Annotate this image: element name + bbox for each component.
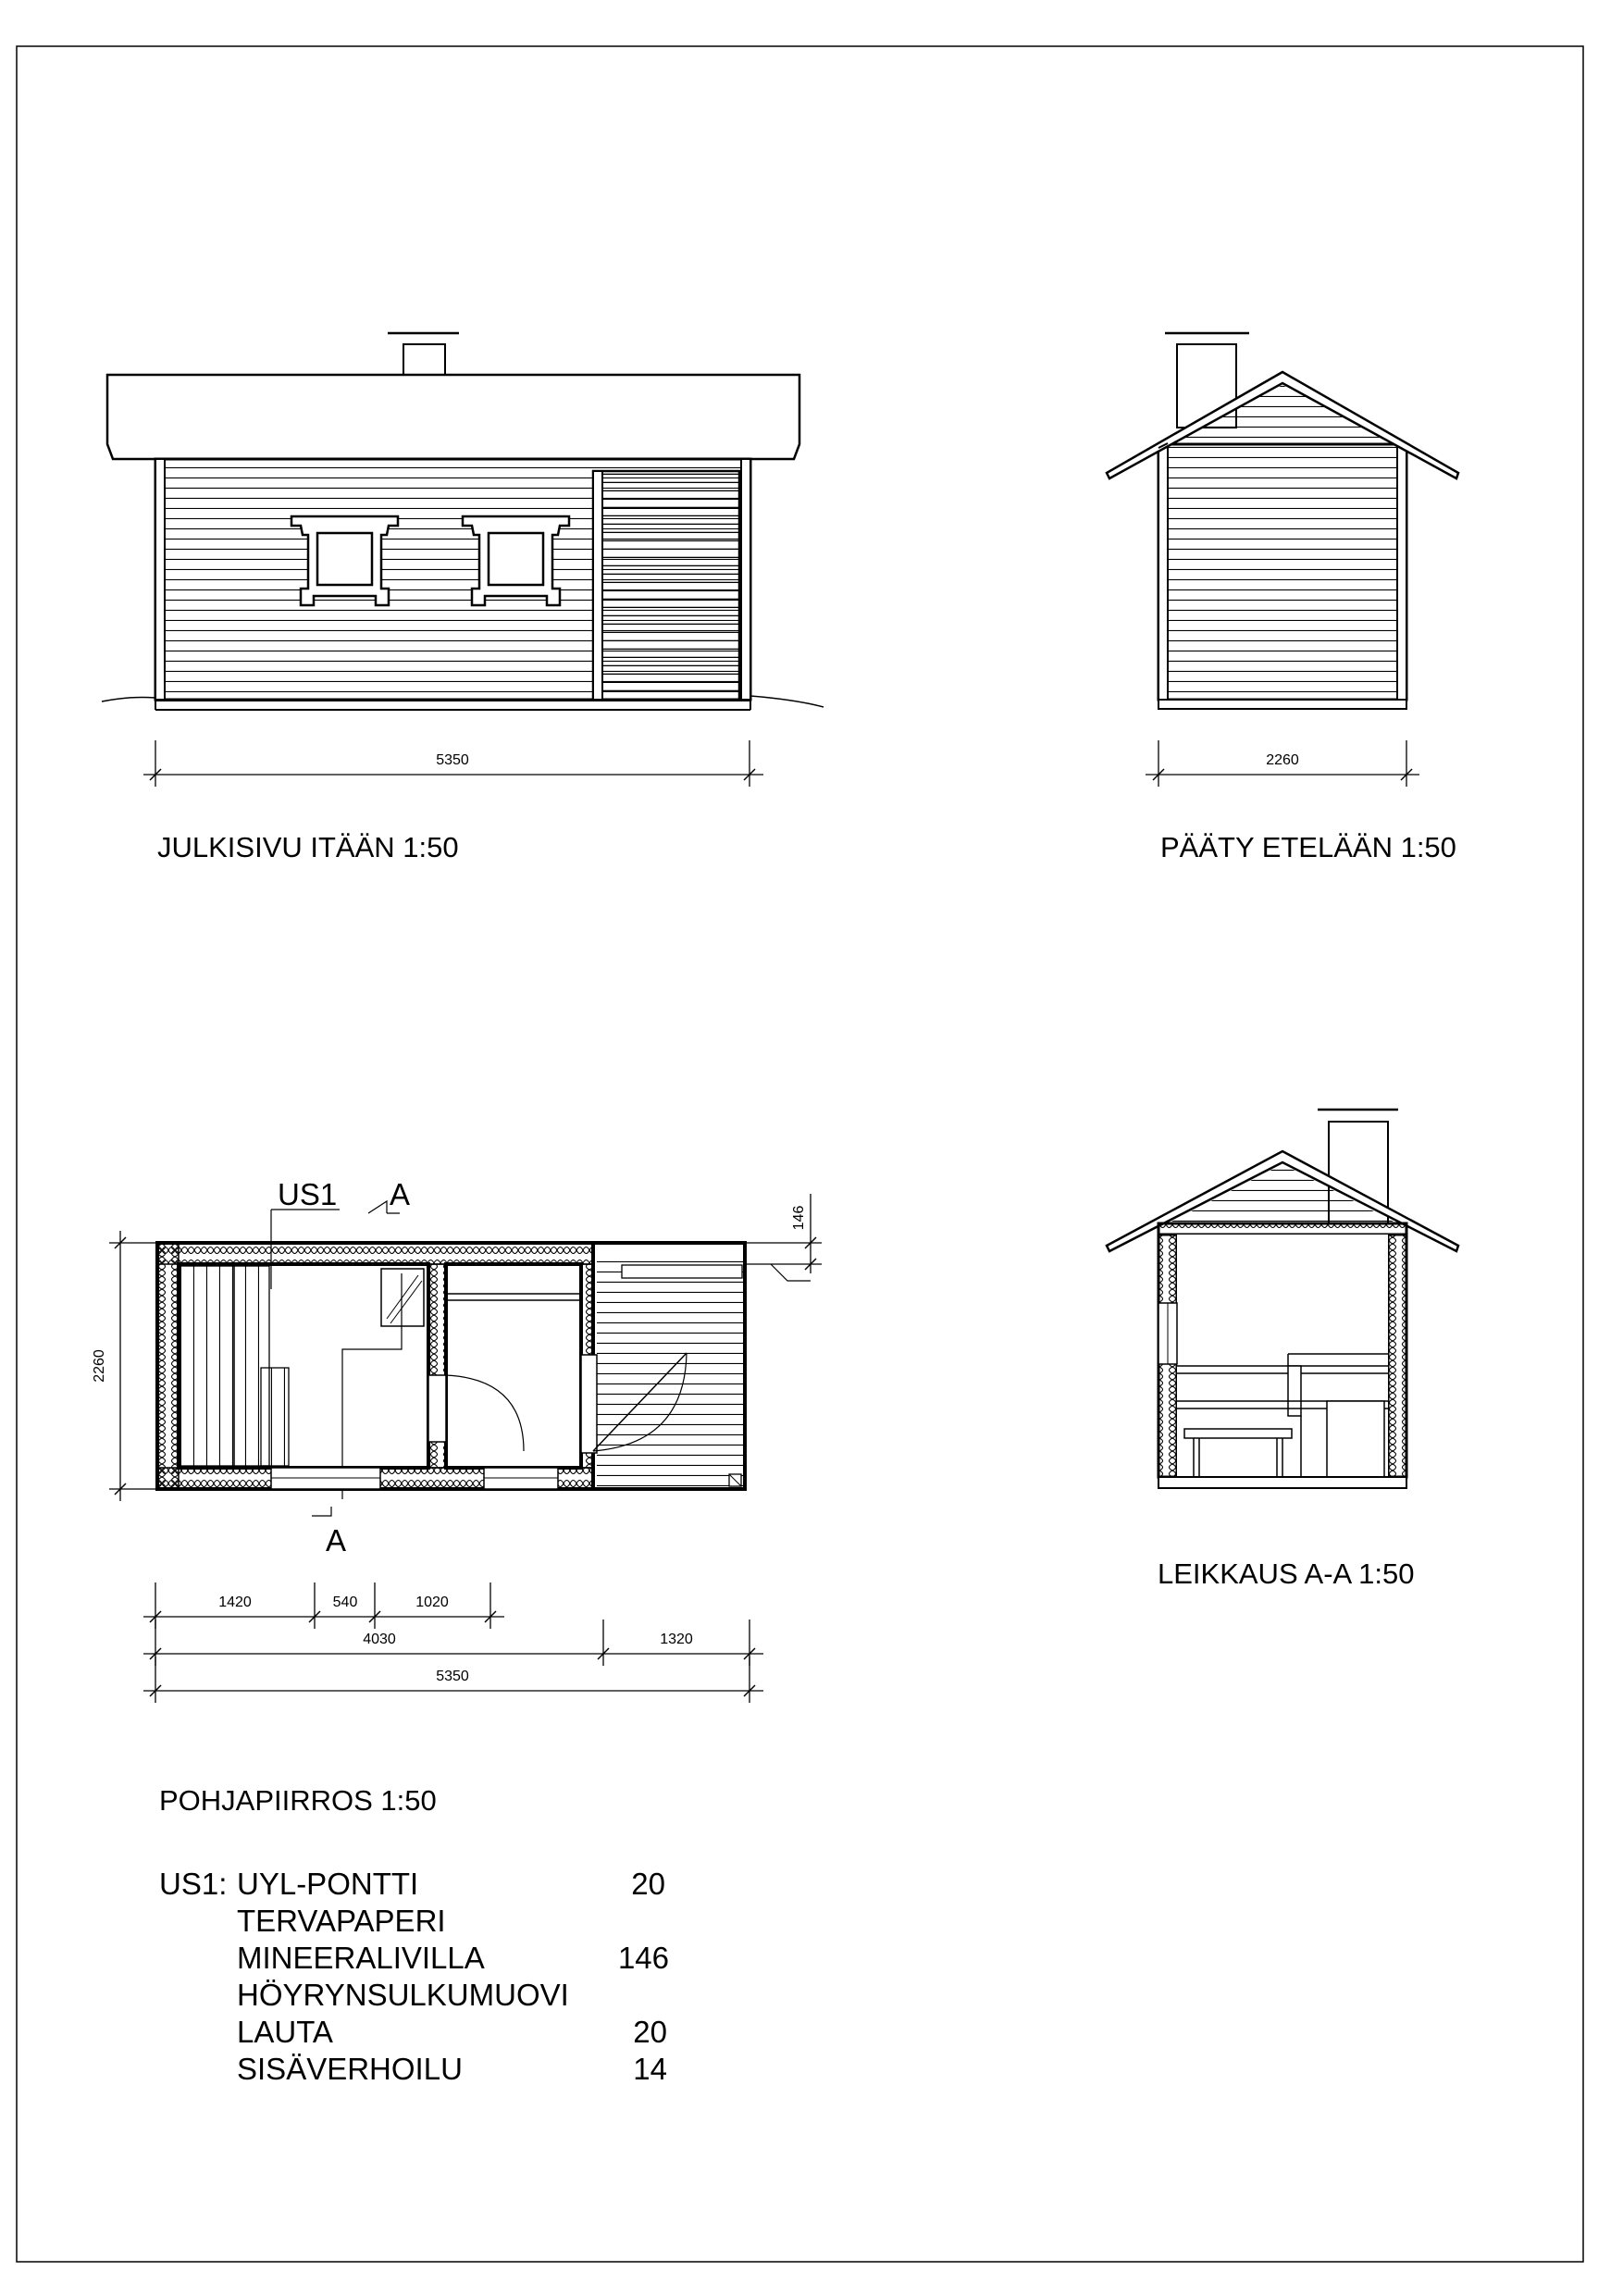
dim-label: 4030 (363, 1632, 396, 1647)
window-left (291, 516, 398, 605)
elevation-east (102, 333, 824, 863)
legend-material: UYL-PONTTI (237, 1867, 419, 1901)
legend-material: TERVAPAPERI (237, 1904, 446, 1938)
wall-spec-legend (159, 1867, 669, 2086)
dimension-line (745, 1194, 822, 1281)
stove (1327, 1401, 1384, 1477)
dimension-line (1146, 740, 1419, 787)
legend-material: SISÄVERHOILU (237, 2052, 463, 2086)
section-aa (1107, 1110, 1458, 1590)
terrace (597, 1257, 743, 1487)
drawing-title: PÄÄTY ETELÄÄN 1:50 (1160, 831, 1456, 863)
drawing-title: JULKISIVU ITÄÄN 1:50 (157, 831, 459, 863)
door-panel (593, 471, 739, 700)
dimension-line (143, 740, 763, 787)
legend-thickness: 20 (631, 1867, 665, 1901)
dim-label: 540 (332, 1595, 358, 1610)
wall-tag: US1 (278, 1177, 338, 1211)
gable-south (1107, 333, 1458, 863)
dim-label: 146 (791, 1205, 807, 1231)
dimension-chain-3 (143, 1657, 763, 1703)
floor-plan (92, 1177, 822, 1817)
dim-label: 2260 (92, 1349, 107, 1383)
sauna-bench (180, 1266, 234, 1466)
dim-label: 5350 (436, 1669, 469, 1684)
dimension-chain-2 (143, 1620, 763, 1666)
dim-label: 1020 (415, 1595, 449, 1610)
legend-thickness: 20 (633, 2015, 667, 2049)
drawing-title: LEIKKAUS A-A 1:50 (1158, 1558, 1415, 1590)
legend-material: HÖYRYNSULKUMUOVI (237, 1978, 569, 2012)
chimney (403, 344, 445, 375)
dimension-chain-1 (143, 1582, 504, 1629)
dimension-line (92, 1231, 157, 1501)
dim-label: 5350 (436, 752, 469, 768)
window-right (463, 516, 569, 605)
roof (107, 375, 799, 459)
wall (1158, 444, 1406, 700)
legend-thickness: 14 (633, 2052, 667, 2086)
dim-label: 1420 (218, 1595, 252, 1610)
dim-label: 2260 (1266, 752, 1299, 768)
drawing-title: POHJAPIIRROS 1:50 (159, 1784, 437, 1817)
section-mark-bottom: A (326, 1523, 347, 1558)
legend-material: LAUTA (237, 2015, 333, 2049)
dim-label: 1320 (660, 1632, 693, 1647)
legend-material: MINEERALIVILLA (237, 1941, 485, 1975)
legend-thickness: 146 (617, 1941, 669, 1975)
legend-tag: US1: (159, 1867, 228, 1901)
section-mark-top: A (390, 1177, 411, 1211)
